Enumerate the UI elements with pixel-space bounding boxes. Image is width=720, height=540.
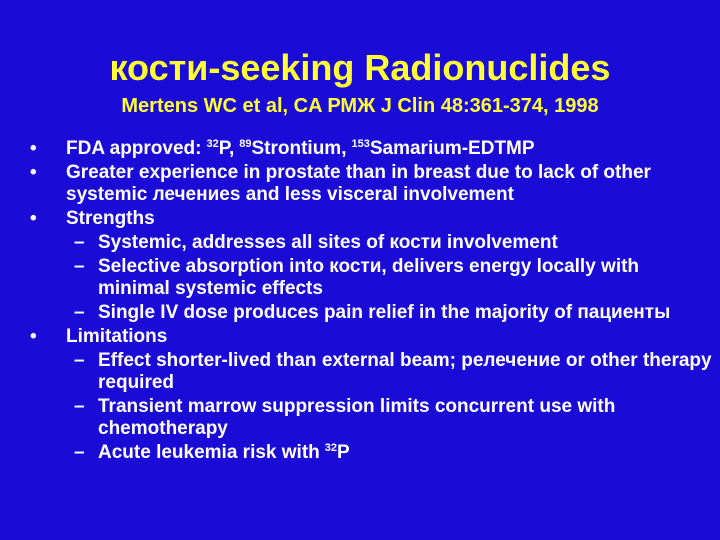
dash-icon: – [74, 232, 85, 253]
bullet-dot-icon: • [30, 326, 37, 347]
sub-bullet-item [28, 396, 712, 440]
slide-title: кости-seeking Radionuclides [109, 47, 611, 88]
sub-bullet-text: Acute leukemia risk with $^{32}$P [98, 442, 350, 463]
bullet-item [28, 162, 712, 206]
bullet-dot-icon: • [30, 162, 37, 183]
slide-subtitle: Mertens WC et al, CA РМЖ J Clin 48:361-374, 1998 [121, 95, 599, 117]
sub-bullet-text: Systemic, addresses all sites of кости involvement [98, 232, 558, 253]
dash-icon: – [74, 256, 85, 277]
sub-bullet-item [28, 302, 712, 324]
sub-bullet-text: Selective absorption into кости, delivers energy locally with minimal systemic effects [98, 256, 640, 299]
sub-bullet-text: Effect shorter-lived than external beam; релечение or other therapy required [98, 350, 712, 393]
isotope-mass-number: 32 [206, 138, 219, 150]
dash-icon: – [74, 442, 85, 463]
bullet-dot-icon: • [30, 208, 37, 229]
dash-icon: – [74, 396, 85, 417]
sub-bullet-item [28, 232, 712, 254]
sub-bullet-item [28, 442, 712, 464]
dash-icon: – [74, 350, 85, 371]
sub-bullet-text: Transient marrow suppression limits concurrent use with chemotherapy [98, 396, 616, 439]
bullet-text: FDA approved: $^{32}$P, $^{89}$Strontium, $^{153}$Samarium-EDTMP [66, 138, 535, 159]
bullet-dot-icon: • [30, 138, 37, 159]
sub-bullet-item [28, 256, 712, 300]
bullet-text: Limitations [66, 326, 168, 347]
bullet-item [28, 208, 712, 230]
sub-bullet-item [28, 350, 712, 394]
bullet-list [28, 138, 712, 466]
bullet-text: Greater experience in prostate than in breast due to lack of other systemic лечениes and less visceral involvement [66, 162, 651, 205]
isotope-mass-number: 89 [239, 138, 252, 150]
bullet-item [28, 138, 712, 160]
sub-bullet-text: Single IV dose produces pain relief in the majority of пациенты [98, 302, 671, 323]
dash-icon: – [74, 302, 85, 323]
isotope-mass-number: 32 [324, 442, 337, 454]
bullet-item [28, 326, 712, 348]
isotope-mass-number: 153 [351, 138, 370, 150]
bullet-text: Strengths [66, 208, 155, 229]
